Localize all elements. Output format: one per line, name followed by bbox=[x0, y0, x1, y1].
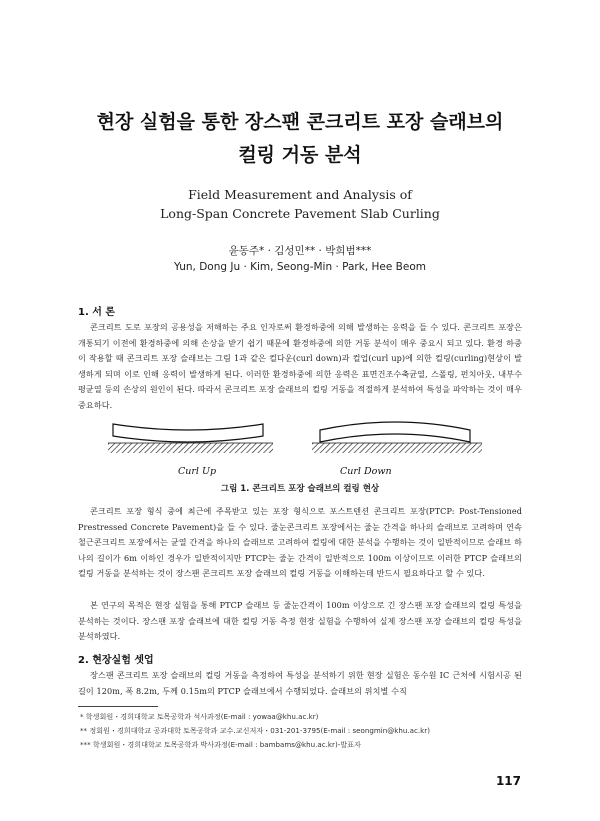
footnote-3: *** 학생회원・경희대학교 토목공학과 박사과정(E-mail : bambams@khu.ac.kr)-발표자 bbox=[80, 740, 361, 749]
title-korean-line1: 현장 실험을 통한 장스팬 콘크리트 포장 슬래브의 bbox=[96, 111, 504, 133]
curl-up-diagram bbox=[108, 424, 273, 453]
title-english-line1: Field Measurement and Analysis of bbox=[188, 187, 412, 202]
curl-up-label: Curl Up bbox=[178, 466, 217, 477]
section2-paragraph1: 장스팬 콘크리트 포장 슬래브의 컬링 거동을 측정하여 특성을 분석하기 위한 현장 실험은 동수원 IC 근처에 시험시공 된 길이 120m, 폭 8.2m, 두께 0.15m의 PTCP 슬래브에서 수행되었다. 슬래브의 위치별 수직 bbox=[78, 670, 522, 696]
authors-korean: 윤동주* · 김성민** · 박희범*** bbox=[228, 245, 372, 257]
title-korean-line2: 컬링 거동 분석 bbox=[238, 144, 362, 166]
curl-down-slab bbox=[320, 422, 470, 442]
section1-heading: 1. 서 론 bbox=[78, 307, 116, 318]
section1-paragraph3: 본 연구의 목적은 현장 실험을 통해 PTCP 슬래브 등 줄눈간격이 100m 이상으로 긴 장스팬 포장 슬래브의 컬링 특성을 분석하는 것이다. 장스팬 포장 슬래브에 대한 컬링 거동 측정 현장 실험을 수행하여 실제 장스팬 포장 슬래브의 컬링 특성을 분석하였다. bbox=[78, 600, 522, 641]
section1-paragraph2: 콘크리트 포장 형식 중에 최근에 주목받고 있는 포장 형식으로 포스트텐션 콘크리트 포장(PTCP: Post-Tensioned Prestressed Concrete Pavement)을 들 수 있다. 줄눈콘크리트 포장에서는 줄눈 간격을 하나의 슬래브로 고려하며 연속철근콘크리트 포장에서는 균열 간격을 하나의 슬래브로 고려하여 컬링에 대한 분석을 수행하는 것이 일반적이므로 슬래브 하나의 길이가 6m 이하인 경우가 일반적이지만 PTCP는 줄눈 간격이 일반적으로 100m 이상이므로 이러한 PTCP 슬래브의 컬링 거동을 분석하는 것이 장스팬 콘크리트 포장 슬래브의 컬링 거동을 이해하는데 반드시 필요하다고 할 수 있다. bbox=[78, 506, 522, 578]
section2-heading: 2. 현장실험 셋업 bbox=[78, 655, 154, 666]
curl-down-label: Curl Down bbox=[340, 466, 392, 477]
curl-up-slab bbox=[113, 424, 263, 442]
curl-up-ground bbox=[108, 443, 273, 453]
authors-english: Yun, Dong Ju · Kim, Seong-Min · Park, Hee Beom bbox=[174, 261, 426, 273]
section1-paragraph1: 콘크리트 도로 포장의 공용성을 저해하는 주요 인자로써 환경하중에 의해 발생하는 응력을 들 수 있다. 콘크리트 포장은 개통되기 이전에 환경하중에 의해 손상을 받기 쉽기 때문에 환경하중에 의한 거동 분석이 매우 중요시 되고 있다. 환경 하중이 작용할 때 콘크리트 포장 슬래브는 그림 1과 같은 컬다운(curl down)과 컬업(curl up)에 의한 컬링(curling)현상이 발생하게 되며 이로 인해 응력이 발생하게 된다. 이러한 환경하중에 의한 응력은 표면건조수축균열, 스폴링, 펀치아웃, 내부수평균열 등의 손상의 원인이 된다. 따라서 콘크리트 포장 슬래브의 컬링 거동을 적절하게 분석하여 특성을 파악하는 것이 매우 중요하다. bbox=[78, 322, 522, 410]
page-number: 117 bbox=[495, 774, 521, 788]
curling-figure bbox=[108, 410, 492, 465]
footnote-2: ** 정회원・경희대학교 공과대학 토목공학과 교수․교신저자・031-201-3795(E-mail : seongmin@khu.ac.kr) bbox=[80, 726, 430, 735]
footnote-divider bbox=[78, 706, 158, 707]
title-english-line2: Long-Span Concrete Pavement Slab Curling bbox=[160, 206, 440, 221]
footnote-1: * 학생회원・경희대학교 토목공학과 석사과정(E-mail : yowaa@khu.ac.kr) bbox=[80, 712, 319, 721]
figure1-caption: 그림 1. 콘크리트 포장 슬래브의 컬링 현상 bbox=[220, 484, 380, 494]
curl-down-ground bbox=[312, 443, 482, 453]
curl-down-diagram bbox=[312, 422, 482, 453]
